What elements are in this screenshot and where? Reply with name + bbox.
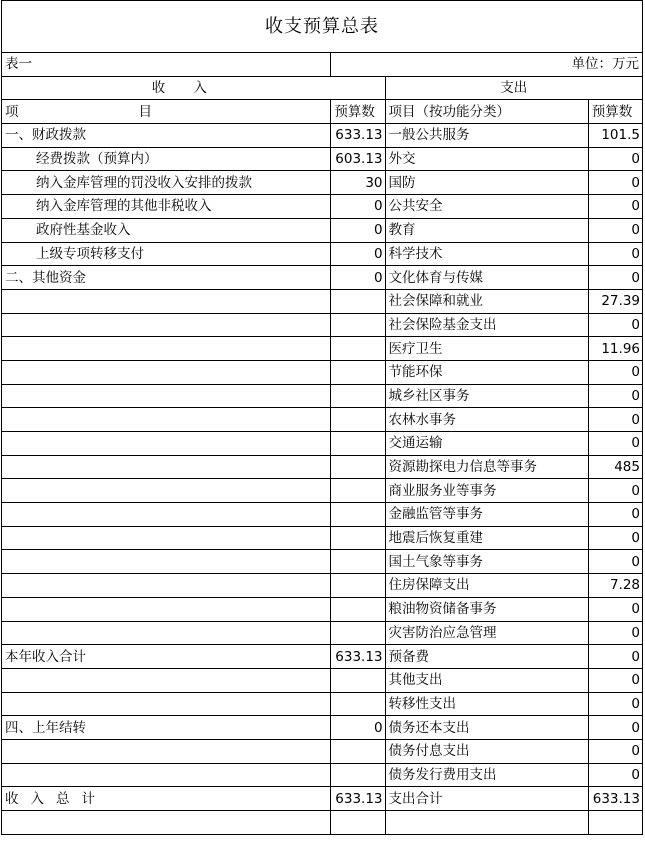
expense-item-cell: 粮油物资储备事务 xyxy=(385,597,588,621)
expense-value-cell: 0 xyxy=(588,313,642,337)
expense-item-cell: 债务付息支出 xyxy=(385,739,588,763)
expense-item-cell: 外交 xyxy=(385,147,588,171)
expense-value-cell: 0 xyxy=(588,692,642,716)
income-header: 收入 xyxy=(2,76,386,100)
expense-value-cell: 0 xyxy=(588,668,642,692)
income-value-cell: 633.13 xyxy=(331,124,385,148)
expense-item-cell: 城乡社区事务 xyxy=(385,384,588,408)
blank-cell-2 xyxy=(331,811,385,835)
income-value-cell xyxy=(331,313,385,337)
total-row xyxy=(2,787,643,811)
table-row xyxy=(2,597,643,621)
income-value-cell: 0 xyxy=(331,242,385,266)
expense-item-cell: 公共安全 xyxy=(385,195,588,219)
income-value-cell xyxy=(331,384,385,408)
blank-cell-4 xyxy=(588,811,642,835)
income-value-cell: 0 xyxy=(331,195,385,219)
income-value-cell xyxy=(331,621,385,645)
table-row xyxy=(2,408,643,432)
income-item-header xyxy=(2,100,331,124)
income-value-cell xyxy=(331,337,385,361)
income-value-cell xyxy=(331,668,385,692)
table-row xyxy=(2,455,643,479)
blank-cell-3 xyxy=(385,811,588,835)
table-row xyxy=(2,384,643,408)
income-value-cell: 30 xyxy=(331,171,385,195)
expense-item-cell: 科学技术 xyxy=(385,242,588,266)
unit-label: 单位：万元 xyxy=(331,53,643,77)
income-value-cell xyxy=(331,408,385,432)
income-total-label: 收入总计 xyxy=(2,787,331,811)
table-row xyxy=(2,289,643,313)
blank-cell-1 xyxy=(2,811,331,835)
income-value-cell: 0 xyxy=(331,218,385,242)
expense-value-cell: 0 xyxy=(588,716,642,740)
income-item-cell xyxy=(2,763,331,787)
table-row xyxy=(2,195,643,219)
table-row xyxy=(2,692,643,716)
table-row xyxy=(2,360,643,384)
expense-value-cell: 0 xyxy=(588,432,642,456)
table-number: 表一 xyxy=(2,53,331,77)
income-value-cell xyxy=(331,763,385,787)
income-item-cell xyxy=(2,384,331,408)
table-row xyxy=(2,668,643,692)
income-value-cell xyxy=(331,455,385,479)
income-item-cell xyxy=(2,550,331,574)
income-value-cell xyxy=(331,597,385,621)
income-item-cell xyxy=(2,574,331,598)
income-item-cell xyxy=(2,408,331,432)
income-item-cell xyxy=(2,503,331,527)
income-value-cell xyxy=(331,574,385,598)
expense-item-cell: 其他支出 xyxy=(385,668,588,692)
expense-value-cell: 0 xyxy=(588,621,642,645)
table-row xyxy=(2,479,643,503)
expense-value-cell: 0 xyxy=(588,195,642,219)
expense-item-cell: 预备费 xyxy=(385,645,588,669)
income-item-cell xyxy=(2,526,331,550)
income-value-cell xyxy=(331,739,385,763)
income-item-cell xyxy=(2,455,331,479)
income-item-cell xyxy=(2,289,331,313)
meta-row xyxy=(2,53,643,77)
table-row xyxy=(2,432,643,456)
income-item-cell: 二、其他资金 xyxy=(2,266,331,290)
expense-item-cell: 地震后恢复重建 xyxy=(385,526,588,550)
expense-value-cell: 0 xyxy=(588,266,642,290)
expense-item-cell: 节能环保 xyxy=(385,360,588,384)
expense-item-cell: 社会保险基金支出 xyxy=(385,313,588,337)
expense-item-cell: 交通运输 xyxy=(385,432,588,456)
expense-value-cell: 0 xyxy=(588,763,642,787)
item-header-char-2: 目 xyxy=(138,103,152,120)
income-value-cell xyxy=(331,550,385,574)
expense-item-cell: 住房保障支出 xyxy=(385,574,588,598)
income-value-cell xyxy=(331,503,385,527)
table-row xyxy=(2,337,643,361)
income-budget-header: 预算数 xyxy=(331,100,385,124)
expense-item-cell: 社会保障和就业 xyxy=(385,289,588,313)
expense-value-cell: 0 xyxy=(588,550,642,574)
expense-value-cell: 0 xyxy=(588,171,642,195)
expense-value-cell: 7.28 xyxy=(588,574,642,598)
expense-item-cell: 商业服务业等事务 xyxy=(385,479,588,503)
income-item-cell: 四、上年结转 xyxy=(2,716,331,740)
expense-value-cell: 11.96 xyxy=(588,337,642,361)
income-value-cell xyxy=(331,479,385,503)
expense-item-cell: 国土气象等事务 xyxy=(385,550,588,574)
expense-item-cell: 转移性支出 xyxy=(385,692,588,716)
table-row xyxy=(2,503,643,527)
table-row xyxy=(2,574,643,598)
income-item-cell xyxy=(2,432,331,456)
blank-row xyxy=(2,811,643,835)
income-item-cell xyxy=(2,739,331,763)
expense-value-cell: 0 xyxy=(588,242,642,266)
income-value-cell: 0 xyxy=(331,266,385,290)
table-row xyxy=(2,124,643,148)
income-value-cell: 603.13 xyxy=(331,147,385,171)
table-row xyxy=(2,716,643,740)
expense-header: 支出 xyxy=(385,76,642,100)
table-row xyxy=(2,645,643,669)
expense-value-cell: 0 xyxy=(588,645,642,669)
budget-table xyxy=(1,52,643,835)
expense-total-value: 633.13 xyxy=(588,787,642,811)
expense-value-cell: 0 xyxy=(588,479,642,503)
income-item-cell xyxy=(2,337,331,361)
expense-item-cell: 农林水事务 xyxy=(385,408,588,432)
income-value-cell xyxy=(331,360,385,384)
expense-item-cell: 一般公共服务 xyxy=(385,124,588,148)
income-total-value: 633.13 xyxy=(331,787,385,811)
expense-item-cell: 灾害防治应急管理 xyxy=(385,621,588,645)
expense-value-cell: 101.5 xyxy=(588,124,642,148)
expense-value-cell: 485 xyxy=(588,455,642,479)
income-value-cell xyxy=(331,692,385,716)
expense-item-cell: 教育 xyxy=(385,218,588,242)
income-value-cell: 0 xyxy=(331,716,385,740)
income-item-cell: 一、财政拨款 xyxy=(2,124,331,148)
expense-total-label: 支出合计 xyxy=(385,787,588,811)
income-item-cell xyxy=(2,621,331,645)
table-row xyxy=(2,218,643,242)
income-value-cell xyxy=(331,432,385,456)
table-row xyxy=(2,621,643,645)
table-row xyxy=(2,526,643,550)
expense-item-cell: 文化体育与传媒 xyxy=(385,266,588,290)
income-item-cell xyxy=(2,479,331,503)
expense-value-cell: 0 xyxy=(588,597,642,621)
table-row xyxy=(2,266,643,290)
expense-item-cell: 债务还本支出 xyxy=(385,716,588,740)
income-item-cell xyxy=(2,668,331,692)
expense-item-header: 项目（按功能分类） xyxy=(385,100,588,124)
expense-item-cell: 金融监管等事务 xyxy=(385,503,588,527)
expense-budget-header: 预算数 xyxy=(588,100,642,124)
expense-item-cell: 医疗卫生 xyxy=(385,337,588,361)
page-title: 收支预算总表 xyxy=(1,0,643,52)
table-row xyxy=(2,763,643,787)
income-item-cell: 纳入金库管理的罚没收入安排的拨款 xyxy=(2,171,331,195)
expense-value-cell: 0 xyxy=(588,218,642,242)
section-header-row xyxy=(2,76,643,100)
expense-item-cell: 国防 xyxy=(385,171,588,195)
income-value-cell: 633.13 xyxy=(331,645,385,669)
table-row xyxy=(2,313,643,337)
income-item-cell: 本年收入合计 xyxy=(2,645,331,669)
item-header-char-1: 项 xyxy=(5,103,19,120)
income-value-cell xyxy=(331,526,385,550)
expense-value-cell: 0 xyxy=(588,503,642,527)
expense-item-cell: 资源勘探电力信息等事务 xyxy=(385,455,588,479)
table-row xyxy=(2,242,643,266)
expense-value-cell: 0 xyxy=(588,360,642,384)
income-value-cell xyxy=(331,289,385,313)
table-row xyxy=(2,147,643,171)
column-header-row xyxy=(2,100,643,124)
income-item-cell: 政府性基金收入 xyxy=(2,218,331,242)
expense-value-cell: 0 xyxy=(588,408,642,432)
expense-item-cell: 债务发行费用支出 xyxy=(385,763,588,787)
income-item-cell xyxy=(2,692,331,716)
expense-value-cell: 0 xyxy=(588,739,642,763)
expense-value-cell: 0 xyxy=(588,384,642,408)
income-item-cell: 经费拨款（预算内） xyxy=(2,147,331,171)
expense-value-cell: 0 xyxy=(588,147,642,171)
expense-value-cell: 27.39 xyxy=(588,289,642,313)
table-row xyxy=(2,171,643,195)
table-row xyxy=(2,550,643,574)
income-item-cell xyxy=(2,360,331,384)
income-item-cell: 纳入金库管理的其他非税收入 xyxy=(2,195,331,219)
income-item-cell: 上级专项转移支付 xyxy=(2,242,331,266)
income-item-cell xyxy=(2,313,331,337)
income-item-cell xyxy=(2,597,331,621)
expense-value-cell: 0 xyxy=(588,526,642,550)
table-row xyxy=(2,739,643,763)
